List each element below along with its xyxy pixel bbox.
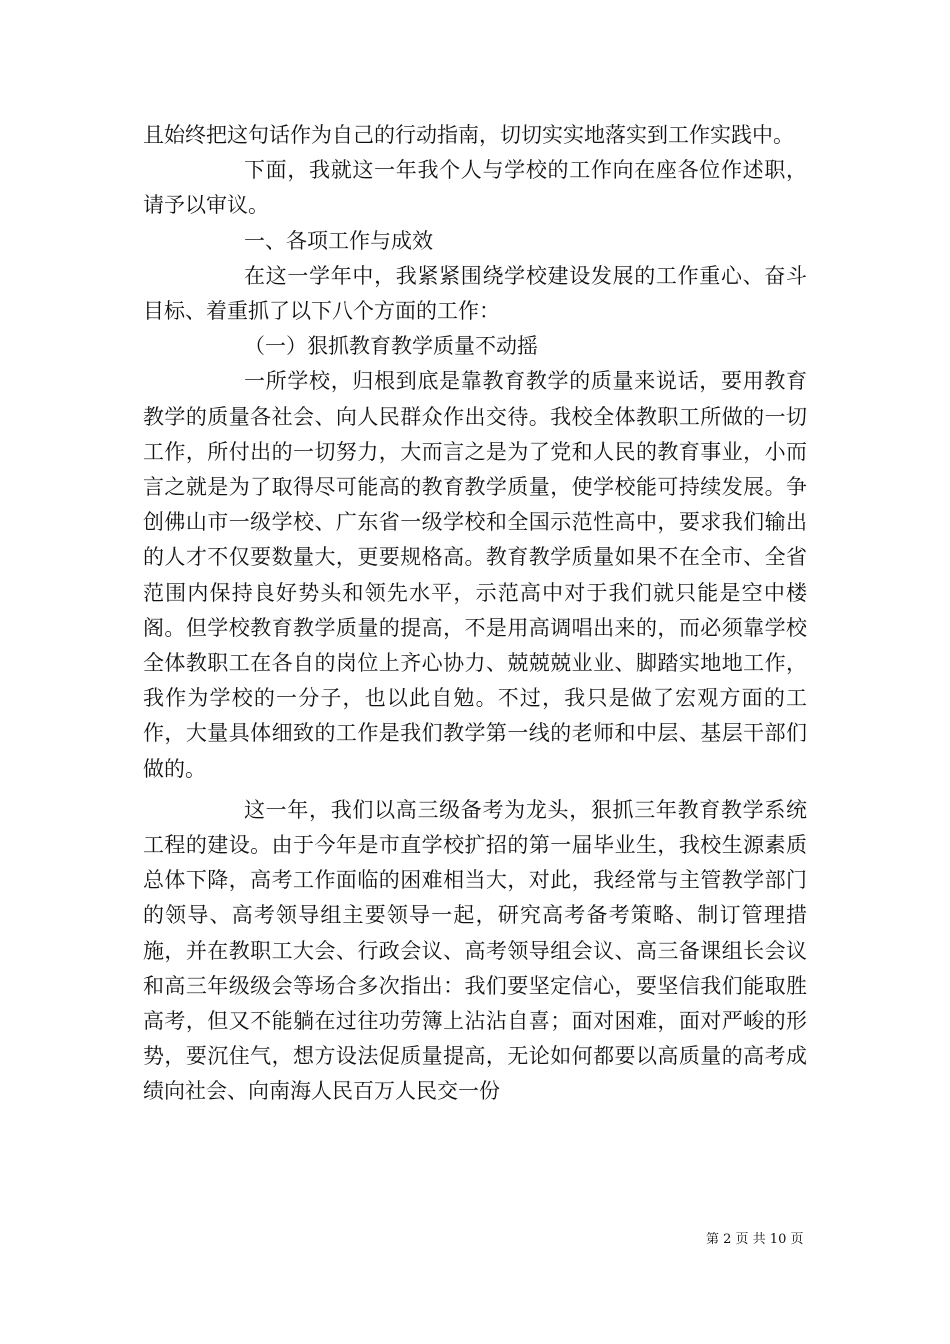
subsection-heading: （一）狠抓教育教学质量不动摇 — [244, 334, 538, 359]
paragraph-overview: 在这一学年中，我紧紧围绕学校建设发展的工作重心、奋斗目标、着重抓了以下八个方面的工作： — [143, 263, 807, 324]
document-body — [143, 118, 807, 1110]
paragraph-teaching-quality: 一所学校，归根到底是靠教育教学的质量来说话，要用教育教学的质量各社会、向人民群众作出交待。我校全体教职工所做的一切工作，所付出的一切努力，大而言之是为了党和人民的教育事业，小而言之就是为了取得尽可能高的教育教学质量，使学校能可持续发展。争创佛山市一级学校、广东省一级学校和全国示范性高中，要求我们输出的人才不仅要数量大，更要规格高。教育教学质量如果不在全市、全省范围内保持良好势头和领先水平，示范高中对于我们就只能是空中楼阁。但学校教育教学质量的提高，不是用高调唱出来的，而必须靠学校全体教职工在各自的岗位上齐心协力、兢兢兢业业、脚踏实地地工作，我作为学校的一分子，也以此自勉。不过，我只是做了宏观方面的工作，大量具体细致的工作是我们教学第一线的老师和中层、基层干部们做的。 — [143, 369, 807, 781]
paragraph-continuation: 且始终把这句话作为自己的行动指南，切切实实地落实到工作实践中。 — [143, 123, 794, 147]
paragraph-exam-preparation: 这一年，我们以高三级备考为龙头，狠抓三年教育教学系统工程的建设。由于今年是市直学校扩招的第一届毕业生，我校生源素质总体下降，高考工作面临的困难相当大，对此，我经常与主管教学部门的领导、高考领导组主要领导一起，研究高考备考策略、制订管理措施，并在教职工大会、行政会议、高考领导组会议、高三备课组长会议和高三年级级会等场合多次指出：我们要坚定信心，要坚信我们能取胜高考，但又不能躺在过往功劳簿上沾沾自喜；面对困难，面对严峻的形势，要沉住气，想方设法促质量提高，无论如何都要以高质量的高考成绩向社会、向南海人民百万人民交一份 — [143, 797, 807, 1104]
paragraph-intro: 下面，我就这一年我个人与学校的工作向在座各位作述职，请予以审议。 — [143, 158, 807, 218]
page-number: 第 2 页 共 10 页 — [706, 1232, 804, 1247]
section-heading: 一、各项工作与成效 — [244, 228, 433, 253]
